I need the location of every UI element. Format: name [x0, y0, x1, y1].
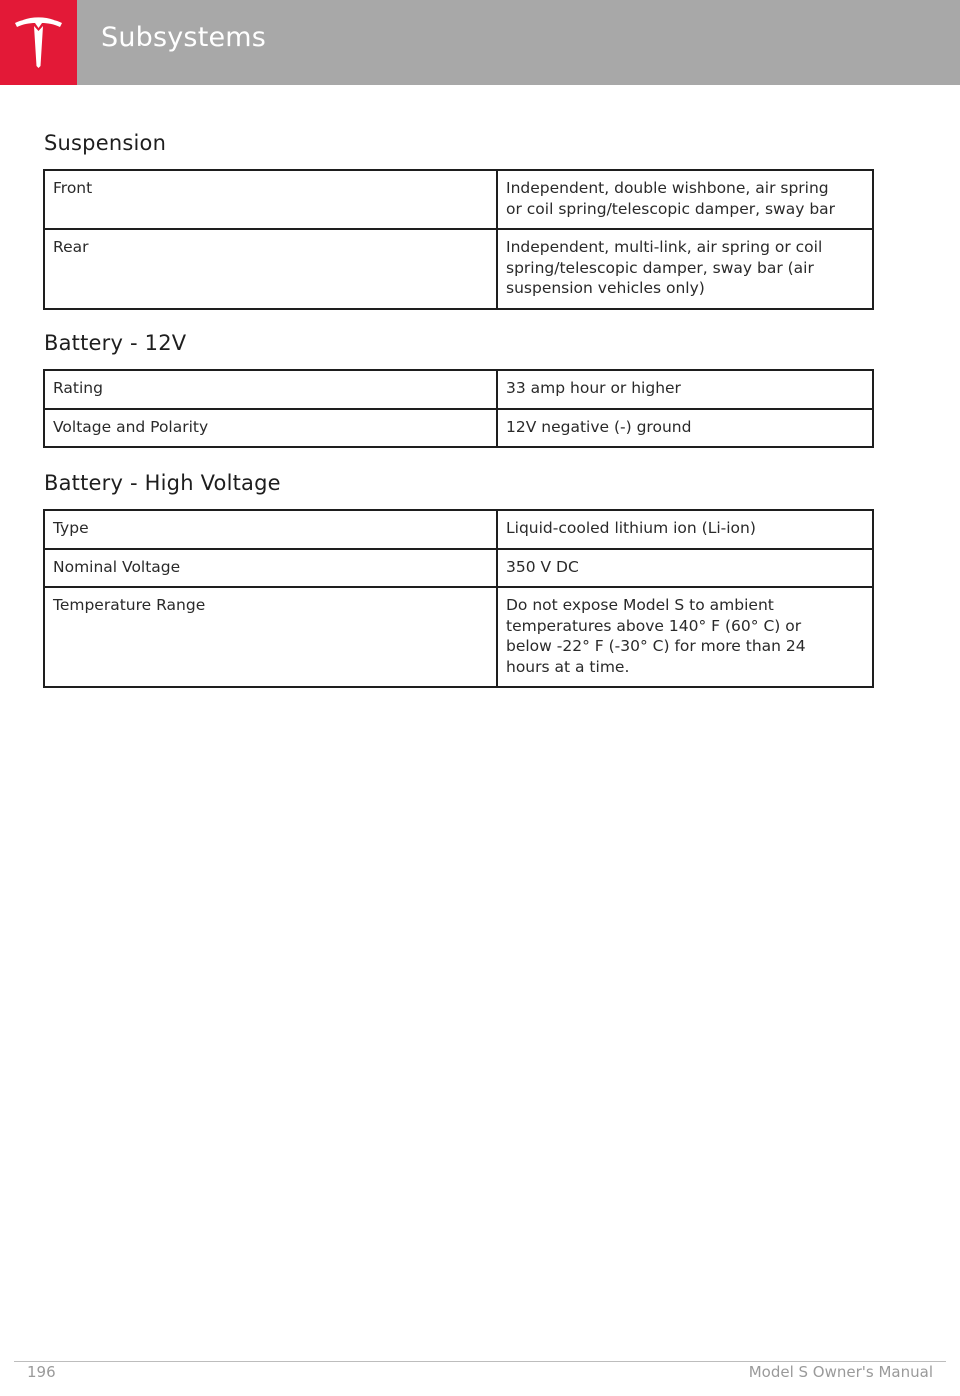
table-row — [44, 229, 873, 309]
spec-label: Type — [44, 510, 497, 549]
table-row — [44, 370, 873, 409]
spec-label: Temperature Range — [44, 587, 497, 687]
spec-label: Rating — [44, 370, 497, 409]
tesla-logo-icon — [14, 16, 63, 68]
manual-name: Model S Owner's Manual — [748, 1363, 933, 1381]
spec-value: Independent, multi-link, air spring or coil spring/telescopic damper, sway bar (air suspension vehicles only) — [497, 229, 873, 309]
spec-label: Nominal Voltage — [44, 549, 497, 588]
spec-value: 350 V DC — [497, 549, 873, 588]
logo-block — [0, 0, 77, 85]
spec-value: 33 amp hour or higher — [497, 370, 873, 409]
spec-value: Do not expose Model S to ambient temperatures above 140° F (60° C) or below -22° F (-30° C) for more than 24 hours at a time. — [497, 587, 873, 687]
table-row — [44, 549, 873, 588]
battery-12v-table — [43, 369, 874, 448]
suspension-table — [43, 169, 874, 310]
footer-divider — [14, 1361, 946, 1362]
spec-label: Rear — [44, 229, 497, 309]
spec-label: Voltage and Polarity — [44, 409, 497, 448]
page-header-title: Subsystems — [101, 22, 267, 53]
spec-value: Independent, double wishbone, air spring or coil spring/telescopic damper, sway bar — [497, 170, 873, 229]
section-title-battery-high-voltage: Battery - High Voltage — [44, 471, 281, 495]
table-row — [44, 510, 873, 549]
spec-value: Liquid-cooled lithium ion (Li-ion) — [497, 510, 873, 549]
table-row — [44, 587, 873, 687]
table-row — [44, 170, 873, 229]
battery-high-voltage-table — [43, 509, 874, 688]
section-title-suspension: Suspension — [44, 131, 167, 155]
page-header — [0, 0, 960, 85]
page-number: 196 — [27, 1363, 56, 1381]
spec-label: Front — [44, 170, 497, 229]
spec-value: 12V negative (-) ground — [497, 409, 873, 448]
section-title-battery-12v: Battery - 12V — [44, 331, 187, 355]
table-row — [44, 409, 873, 448]
